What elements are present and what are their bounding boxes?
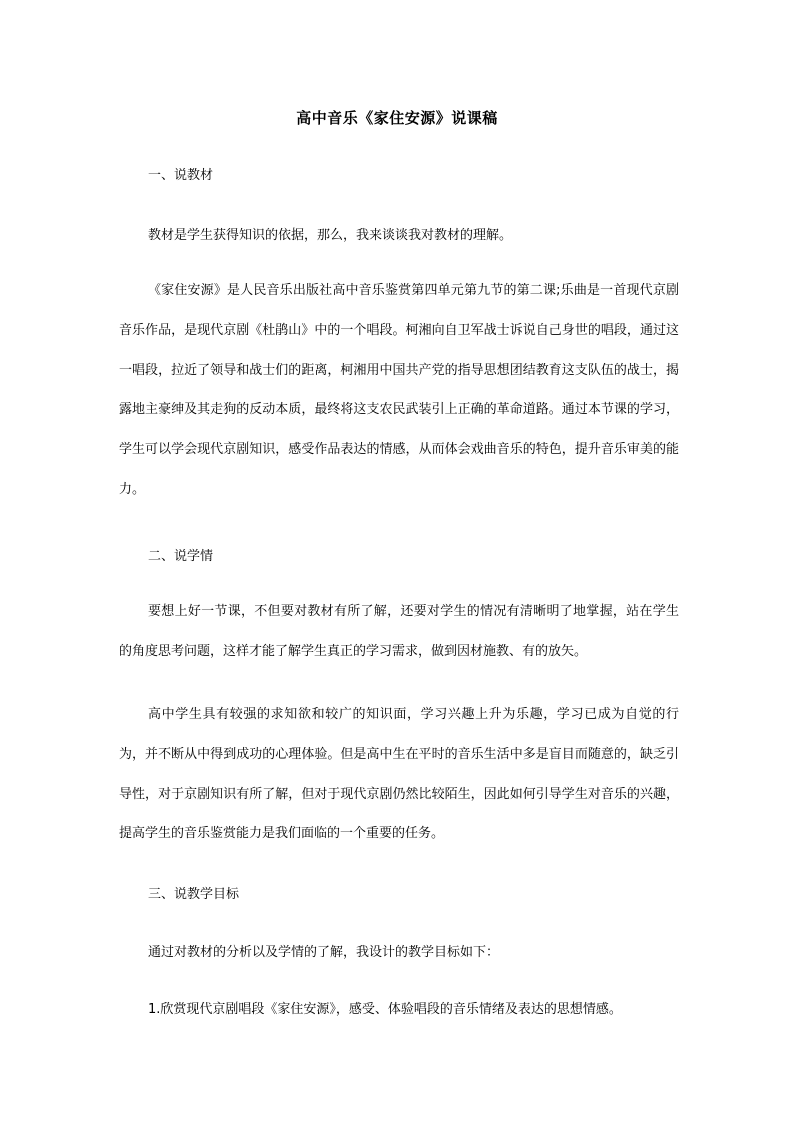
section-heading-objectives: 三、说教学目标	[148, 887, 240, 902]
paragraph-students-intro: 要想上好一节课，不但要对教材有所了解，还要对学生的情况有清晰明了地掌握，站在学生的角度思考问题，这样才能了解学生真正的学习需求，做到因材施教、有的放矢。	[119, 604, 679, 659]
objective-item-1: 1.欣赏现代京剧唱段《家住安源》，感受、体验唱段的音乐情绪及表达的思想情感。	[148, 1002, 622, 1017]
paragraph-textbook-description: 《家住安源》是人民音乐出版社高中音乐鉴赏第四单元第九节的第二课;乐曲是一首现代京剧音乐作品，是现代京剧《杜鹃山》中的一个唱段。柯湘向自卫军战士诉说自己身世的唱段，通过这一唱段，拉近了领导和战士们的距离，柯湘用中国共产党的指导思想团结教育这支队伍的战士，揭露地主豪绅及其走狗的反动本质，最终将这支农民武装引上正确的革命道路。通过本节课的学习，学生可以学会现代京剧知识，感受作品表达的情感，从而体会戏曲音乐的特色，提升音乐审美的能力。	[119, 283, 679, 497]
section-heading-students: 二、说学情	[148, 549, 214, 564]
paragraph-objectives-intro: 通过对教材的分析以及学情的了解，我设计的教学目标如下：	[148, 945, 500, 960]
document-title: 高中音乐《家住安源》说课稿	[296, 109, 498, 127]
paragraph-textbook-intro: 教材是学生获得知识的依据，那么，我来谈谈我对教材的理解。	[148, 228, 513, 243]
paragraph-students-description: 高中学生具有较强的求知欲和较广的知识面，学习兴趣上升为乐趣，学习已成为自觉的行为，并不断从中得到成功的心理体验。但是高中生在平时的音乐生活中多是盲目而随意的，缺乏引导性，对于京剧知识有所了解，但对于现代京剧仍然比较陌生，因此如何引导学生对音乐的兴趣，提高学生的音乐鉴赏能力是我们面临的一个重要的任务。	[119, 707, 679, 842]
section-heading-textbook: 一、说教材	[148, 168, 214, 183]
